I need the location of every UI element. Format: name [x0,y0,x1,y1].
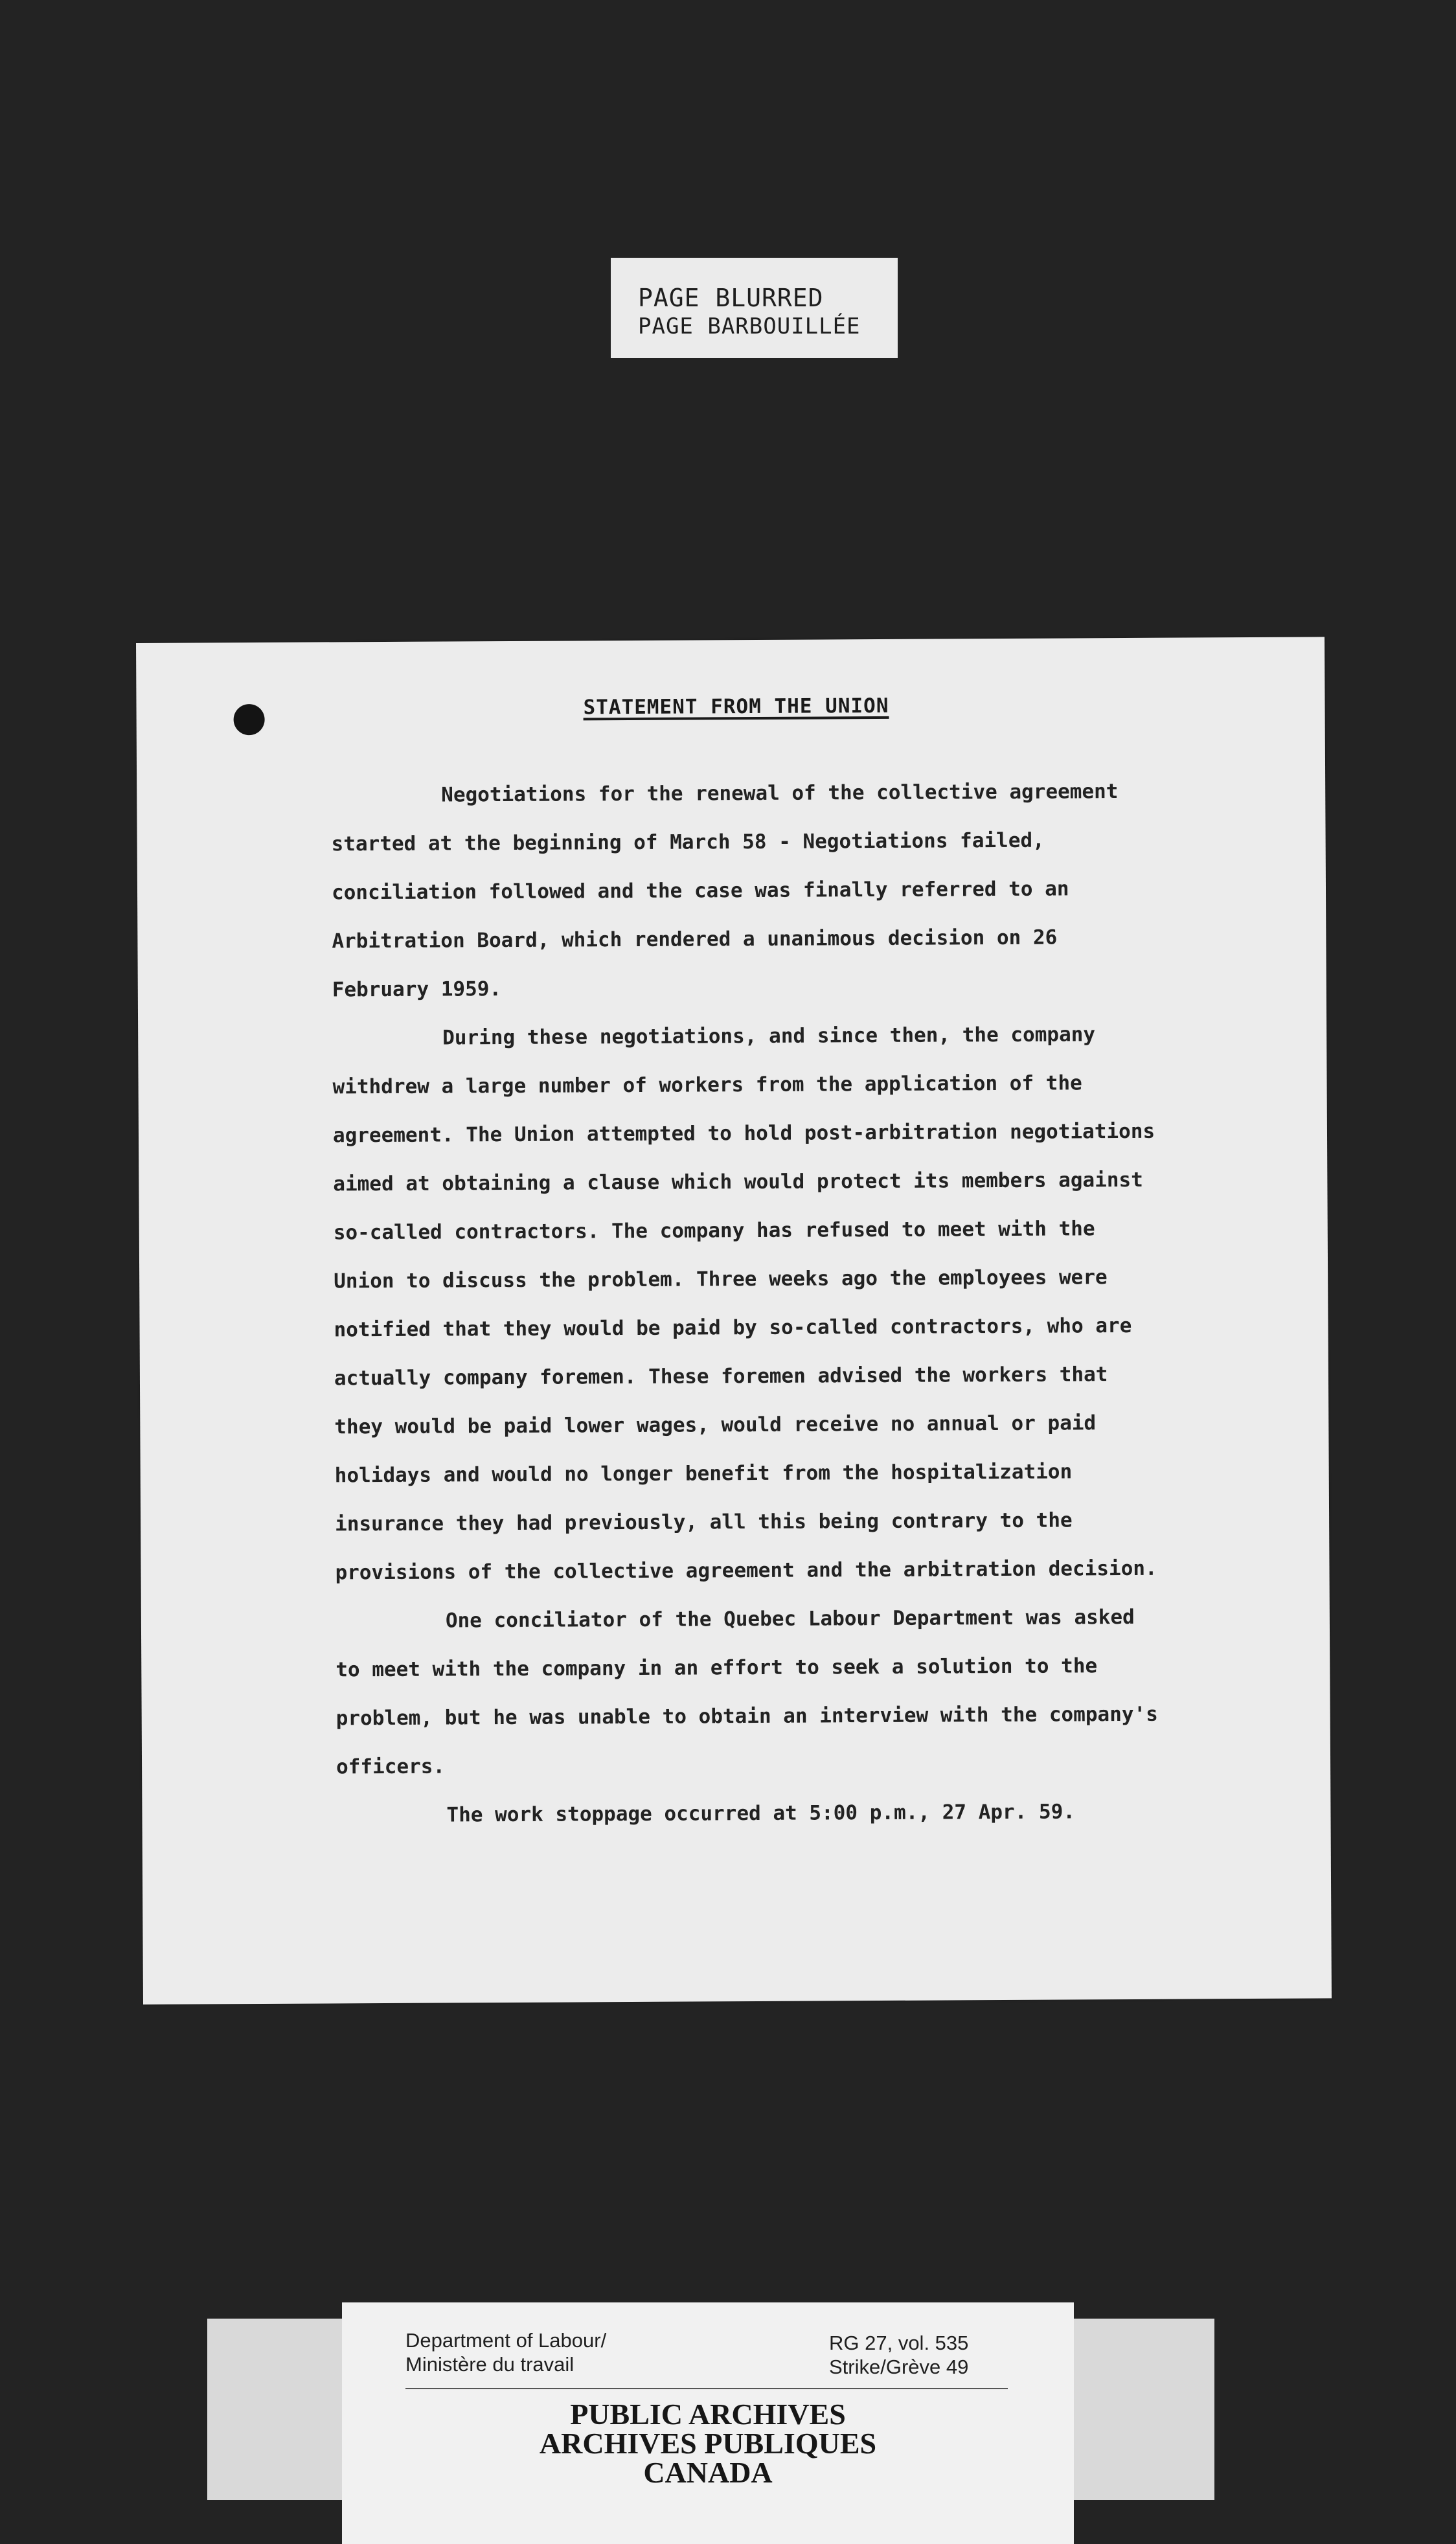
department-french: Ministère du travail [405,2353,574,2376]
label-strip-left [207,2319,350,2500]
document-body [331,767,1282,1841]
page-blurred-stamp [611,258,898,358]
strike-number: Strike/Grève 49 [829,2356,969,2378]
paragraph-negotiations: Negotiations for the renewal of the collective agreement started at the beginning of March 58 - Negotiations failed, conciliation followed and the case was finally referred to an Arbitration Board, which rendered a unanimous decision on 26 February 1959. [331,780,1119,1002]
document-title: STATEMENT FROM THE UNION [583,694,889,720]
paragraph-work-stoppage: The work stoppage occurred at 5:00 p.m., 27 Apr. 59. [446,1800,1076,1827]
public-archives-block [342,2400,1074,2487]
paragraph-conciliator: One conciliator of the Quebec Labour Department was asked to meet with the company in an effort to seek a solution to the problem, but he was unable to obtain an interview with the company's officers. [336,1605,1158,1779]
label-divider [405,2388,1008,2389]
department-english: Department of Labour/ [405,2329,607,2352]
paragraph-company-actions: During these negotiations, and since then, the company withdrew a large number of workers from the application of the agreement. The Union attempted to hold post-arbitration negotiations aimed at obtaining a clause which would protect its members against so-called contractors. The company has refused to meet with the Union to discuss the problem. Three weeks ago the employees were notified that they would be paid by so-called contractors, who are actually company foremen. These foremen advised the workers that they would be paid lower wages, would receive no annual or paid holidays and would no longer benefit from the hospitalization insurance they had previously, all this being contrary to the provisions of the collective agreement and the arbitration decision. [332,1023,1157,1585]
archives-french: ARCHIVES PUBLIQUES [539,2427,877,2460]
record-group-reference: RG 27, vol. 535 [829,2332,969,2354]
stamp-line-french: PAGE BARBOUILLÉE [638,313,861,339]
archives-country: CANADA [643,2456,773,2489]
document-page [136,637,1332,2005]
label-strip-right [1065,2319,1214,2500]
archives-english: PUBLIC ARCHIVES [570,2398,846,2431]
reference-block [829,2331,968,2379]
stamp-line-english: PAGE BLURRED [638,284,824,312]
punch-hole [233,704,264,735]
department-block [405,2328,606,2376]
archive-label [342,2302,1074,2544]
